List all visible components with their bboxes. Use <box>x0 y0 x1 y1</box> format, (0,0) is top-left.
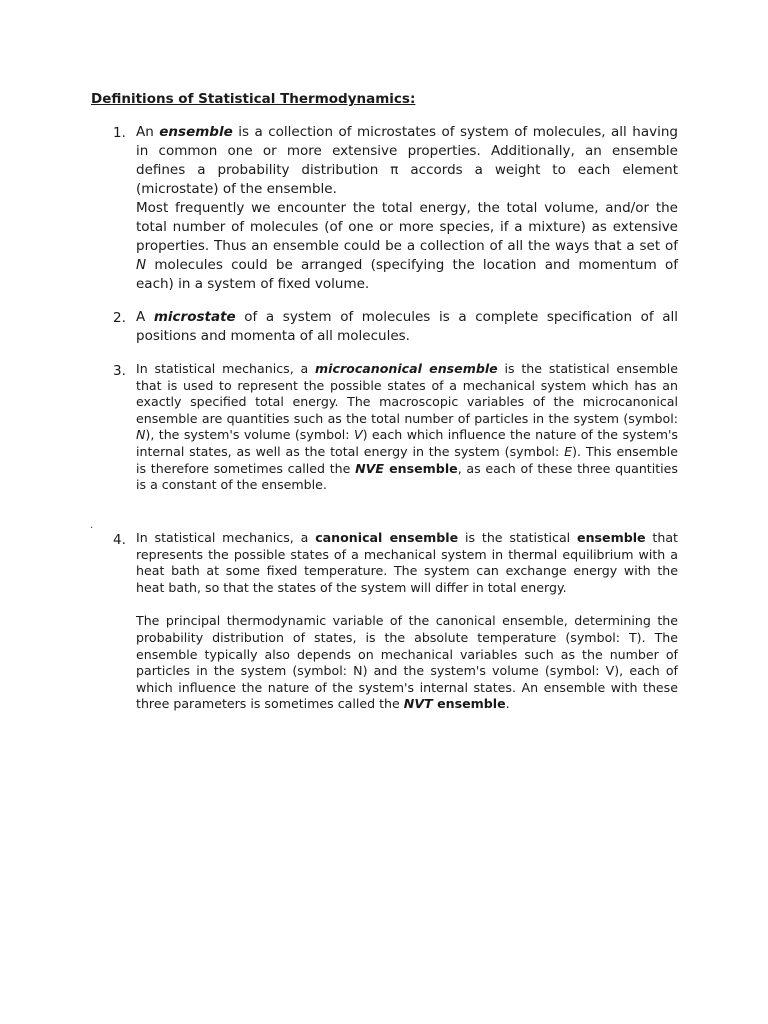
emphasis-term: ensemble <box>577 530 646 545</box>
text-run: ), the system's volume (symbol: <box>145 427 354 443</box>
document-heading: Definitions of Statistical Thermodynamics: <box>91 91 416 107</box>
emphasis-term: ensemble <box>432 696 506 712</box>
list-item-body <box>136 308 678 346</box>
italic-symbol: N <box>136 427 146 443</box>
emphasis-term: microcanonical ensemble <box>315 361 498 376</box>
list-item-body <box>136 530 678 713</box>
list-number: 4. <box>113 532 126 548</box>
text-run: that represents the possible states of a mechanical system in thermal equilibrium with a heat bath at some fixed temperature. The system can exchange energy with the heat bath, so that the states of the system will differ in total energy. <box>136 530 678 595</box>
text-run: is a collection of microstates of system of molecules, all having in common one or more extensive properties. Additionally, an ensemble defines a probability distribution π accords a weight to each element (microstate) of the ensemble. <box>136 124 678 197</box>
text-run: Most frequently we encounter the total energy, the total volume, and/or the total number of molecules (of one or more species, if a mixture) as extensive properties. Thus an ensemble could be a collection of all the ways that a set of <box>136 200 678 254</box>
text-run: . <box>505 696 510 712</box>
emphasis-term: canonical ensemble <box>315 530 459 545</box>
item-paragraph <box>136 530 678 596</box>
list-number: 3. <box>113 363 126 379</box>
item-paragraph <box>136 308 678 346</box>
text-run: molecules could be arranged (specifying the location and momentum of each) in a system of fixed volume. <box>136 257 678 292</box>
italic-symbol: N <box>136 257 147 273</box>
paragraph-gap <box>136 596 678 613</box>
item-paragraph <box>136 199 678 294</box>
text-run: ). This ensemble is therefore sometimes called the <box>136 443 678 476</box>
text-run: In statistical mechanics, a <box>136 530 316 545</box>
list-item-1 <box>113 123 678 294</box>
text-run: An <box>136 124 160 140</box>
text-run: In statistical mechanics, a <box>136 361 316 376</box>
emphasis-term: NVT <box>403 696 433 712</box>
list-item-4 <box>113 530 678 713</box>
text-run: is the statistical ensemble that is used to represent the possible states of a mechanical system which has an exactly specified total energy. The macroscopic variables of the microcanonical ensemble are quantities such as the total number of particles in the system (symbol: <box>136 361 678 426</box>
emphasis-term: microstate <box>153 309 236 325</box>
text-run: The principal thermodynamic variable of the canonical ensemble, determining the probability distribution of states, is the absolute temperature (symbol: T). The ensemble typically also depends on mechanical variables such as the number of particles in the system (symbol: N) and the system's volume (symbol: V), each of which influence the nature of the system's internal states. An ensemble with these three parameters is sometimes called the <box>136 613 678 712</box>
item-paragraph <box>136 361 678 494</box>
list-item-body <box>136 361 678 494</box>
text-run: ) each which influence the nature of the system's internal states, as well as the total energy in the system (symbol: <box>136 427 678 459</box>
text-run: A <box>136 309 154 325</box>
text-run: , as each of these three quantities is a constant of the ensemble. <box>136 460 678 493</box>
italic-symbol: V <box>353 427 363 443</box>
text-run: is the statistical <box>458 530 578 545</box>
list-item-body <box>136 123 678 294</box>
list-item-2 <box>113 308 678 346</box>
stray-mark: . <box>90 520 94 531</box>
emphasis-term: NVE <box>355 460 385 476</box>
item-paragraph <box>136 613 678 713</box>
text-run: of a system of molecules is a complete specification of all positions and momenta of all molecules. <box>136 309 678 344</box>
emphasis-term: ensemble <box>384 460 458 476</box>
item-paragraph <box>136 123 678 199</box>
list-number: 1. <box>113 125 126 141</box>
emphasis-term: ensemble <box>159 124 233 140</box>
list-number: 2. <box>113 310 126 326</box>
list-item-3 <box>113 361 678 494</box>
italic-symbol: E <box>564 443 573 459</box>
